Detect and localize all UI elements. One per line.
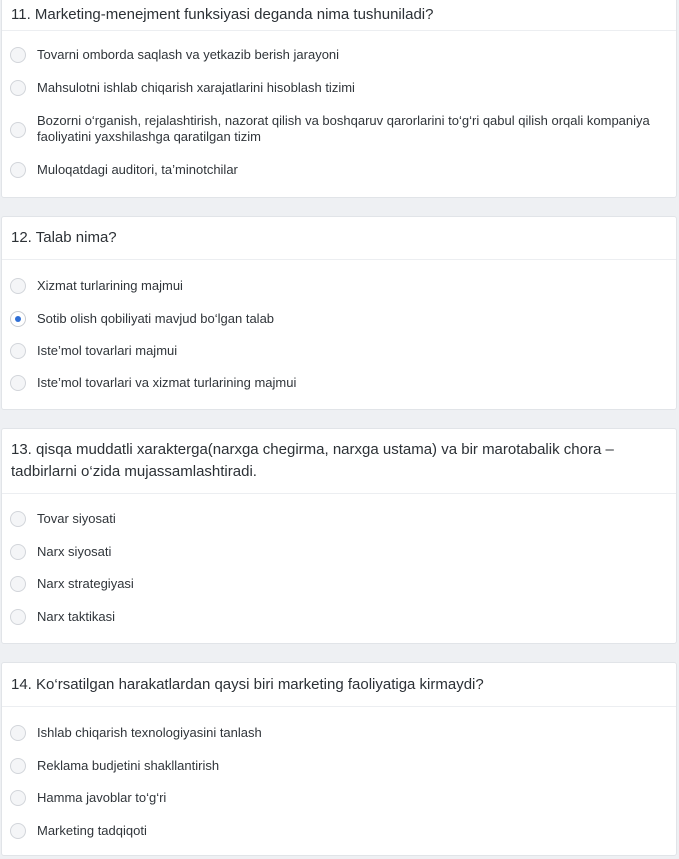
radio-button[interactable]: [10, 278, 26, 294]
answer-label: Tovarni omborda saqlash va yetkazib berish jarayoni: [37, 47, 340, 62]
radio-button[interactable]: [10, 162, 26, 178]
radio-button[interactable]: [10, 122, 26, 138]
answer-option[interactable]: [2, 609, 676, 625]
radio-button[interactable]: [10, 343, 26, 359]
radio-button[interactable]: [10, 576, 26, 592]
radio-button[interactable]: [10, 47, 26, 63]
answer-option[interactable]: [2, 790, 676, 806]
radio-button[interactable]: [10, 823, 26, 839]
radio-button[interactable]: [10, 544, 26, 560]
answer-option[interactable]: [2, 511, 676, 527]
answer-label: Narx siyosati: [37, 544, 112, 559]
answer-options: [2, 494, 676, 625]
answer-options: [2, 707, 676, 839]
radio-button[interactable]: [10, 725, 26, 741]
answer-option[interactable]: [2, 113, 676, 145]
answer-option[interactable]: [2, 343, 676, 359]
answer-label: Ishlab chiqarish texnologiyasini tanlash: [37, 725, 262, 740]
answer-label: Muloqatdagi auditori, ta’minotchilar: [37, 162, 238, 177]
question-title-text: 12. Talab nima?: [11, 229, 117, 246]
answer-option[interactable]: [2, 162, 676, 178]
answer-option[interactable]: [2, 544, 676, 560]
answer-label: Xizmat turlarining majmui: [37, 278, 183, 293]
question-title: [2, 0, 676, 31]
answer-label: Narx taktikasi: [37, 609, 116, 624]
answer-option[interactable]: [2, 375, 676, 391]
answer-option[interactable]: [2, 80, 676, 96]
radio-button[interactable]: [10, 511, 26, 527]
radio-button[interactable]: [10, 80, 26, 96]
answer-option[interactable]: [2, 725, 676, 741]
question-card: [1, 0, 677, 198]
answer-label: Narx strategiyasi: [37, 576, 134, 591]
answer-option[interactable]: [2, 47, 676, 63]
radio-button[interactable]: [10, 790, 26, 806]
question-title-text: 11. Marketing-menejment funksiyasi deganda nima tushuniladi?: [11, 5, 434, 23]
answer-label: Sotib olish qobiliyati mavjud bo‘lgan talab: [37, 311, 275, 326]
question-title-text: 13. qisqa muddatli xarakterga(narxga chegirma, narxga ustama) va bir marotabalik chora – tadbirlarni o‘zida mujassamlashtiradi.: [11, 441, 614, 480]
answer-option[interactable]: [2, 823, 676, 839]
answer-label: Iste’mol tovarlari majmui: [37, 343, 178, 358]
question-card: [1, 216, 677, 410]
question-card: [1, 662, 677, 856]
answer-label: Bozorni o‘rganish, rejalashtirish, nazorat qilish va boshqaruv qarorlarini to‘g‘ri qabul qilish orqali kompaniya faoliyatini yaxshilashga qaratilgan tizim: [37, 113, 650, 144]
radio-button[interactable]: [10, 758, 26, 774]
answer-options: [2, 260, 676, 391]
answer-option[interactable]: [2, 311, 676, 327]
question-card: [1, 428, 677, 644]
answer-option[interactable]: [2, 576, 676, 592]
answer-label: Iste’mol tovarlari va xizmat turlarining majmui: [37, 375, 297, 390]
answer-option[interactable]: [2, 278, 676, 294]
radio-button[interactable]: [10, 375, 26, 391]
question-title-text: 14. Ko‘rsatilgan harakatlardan qaysi biri marketing faoliyatiga kirmaydi?: [11, 675, 484, 693]
radio-button-selected[interactable]: [10, 311, 26, 327]
radio-button[interactable]: [10, 609, 26, 625]
answer-label: Tovar siyosati: [37, 511, 116, 526]
answer-label: Mahsulotni ishlab chiqarish xarajatlarini hisoblash tizimi: [37, 80, 355, 95]
question-title: [2, 429, 676, 494]
answer-label: Marketing tadqiqoti: [37, 823, 147, 838]
question-title: [2, 217, 676, 260]
answer-option[interactable]: [2, 758, 676, 774]
answer-label: Reklama budjetini shakllantirish: [37, 758, 220, 773]
answer-options: [2, 31, 676, 178]
question-title: [2, 663, 676, 707]
answer-label: Hamma javoblar to‘g‘ri: [37, 790, 167, 805]
